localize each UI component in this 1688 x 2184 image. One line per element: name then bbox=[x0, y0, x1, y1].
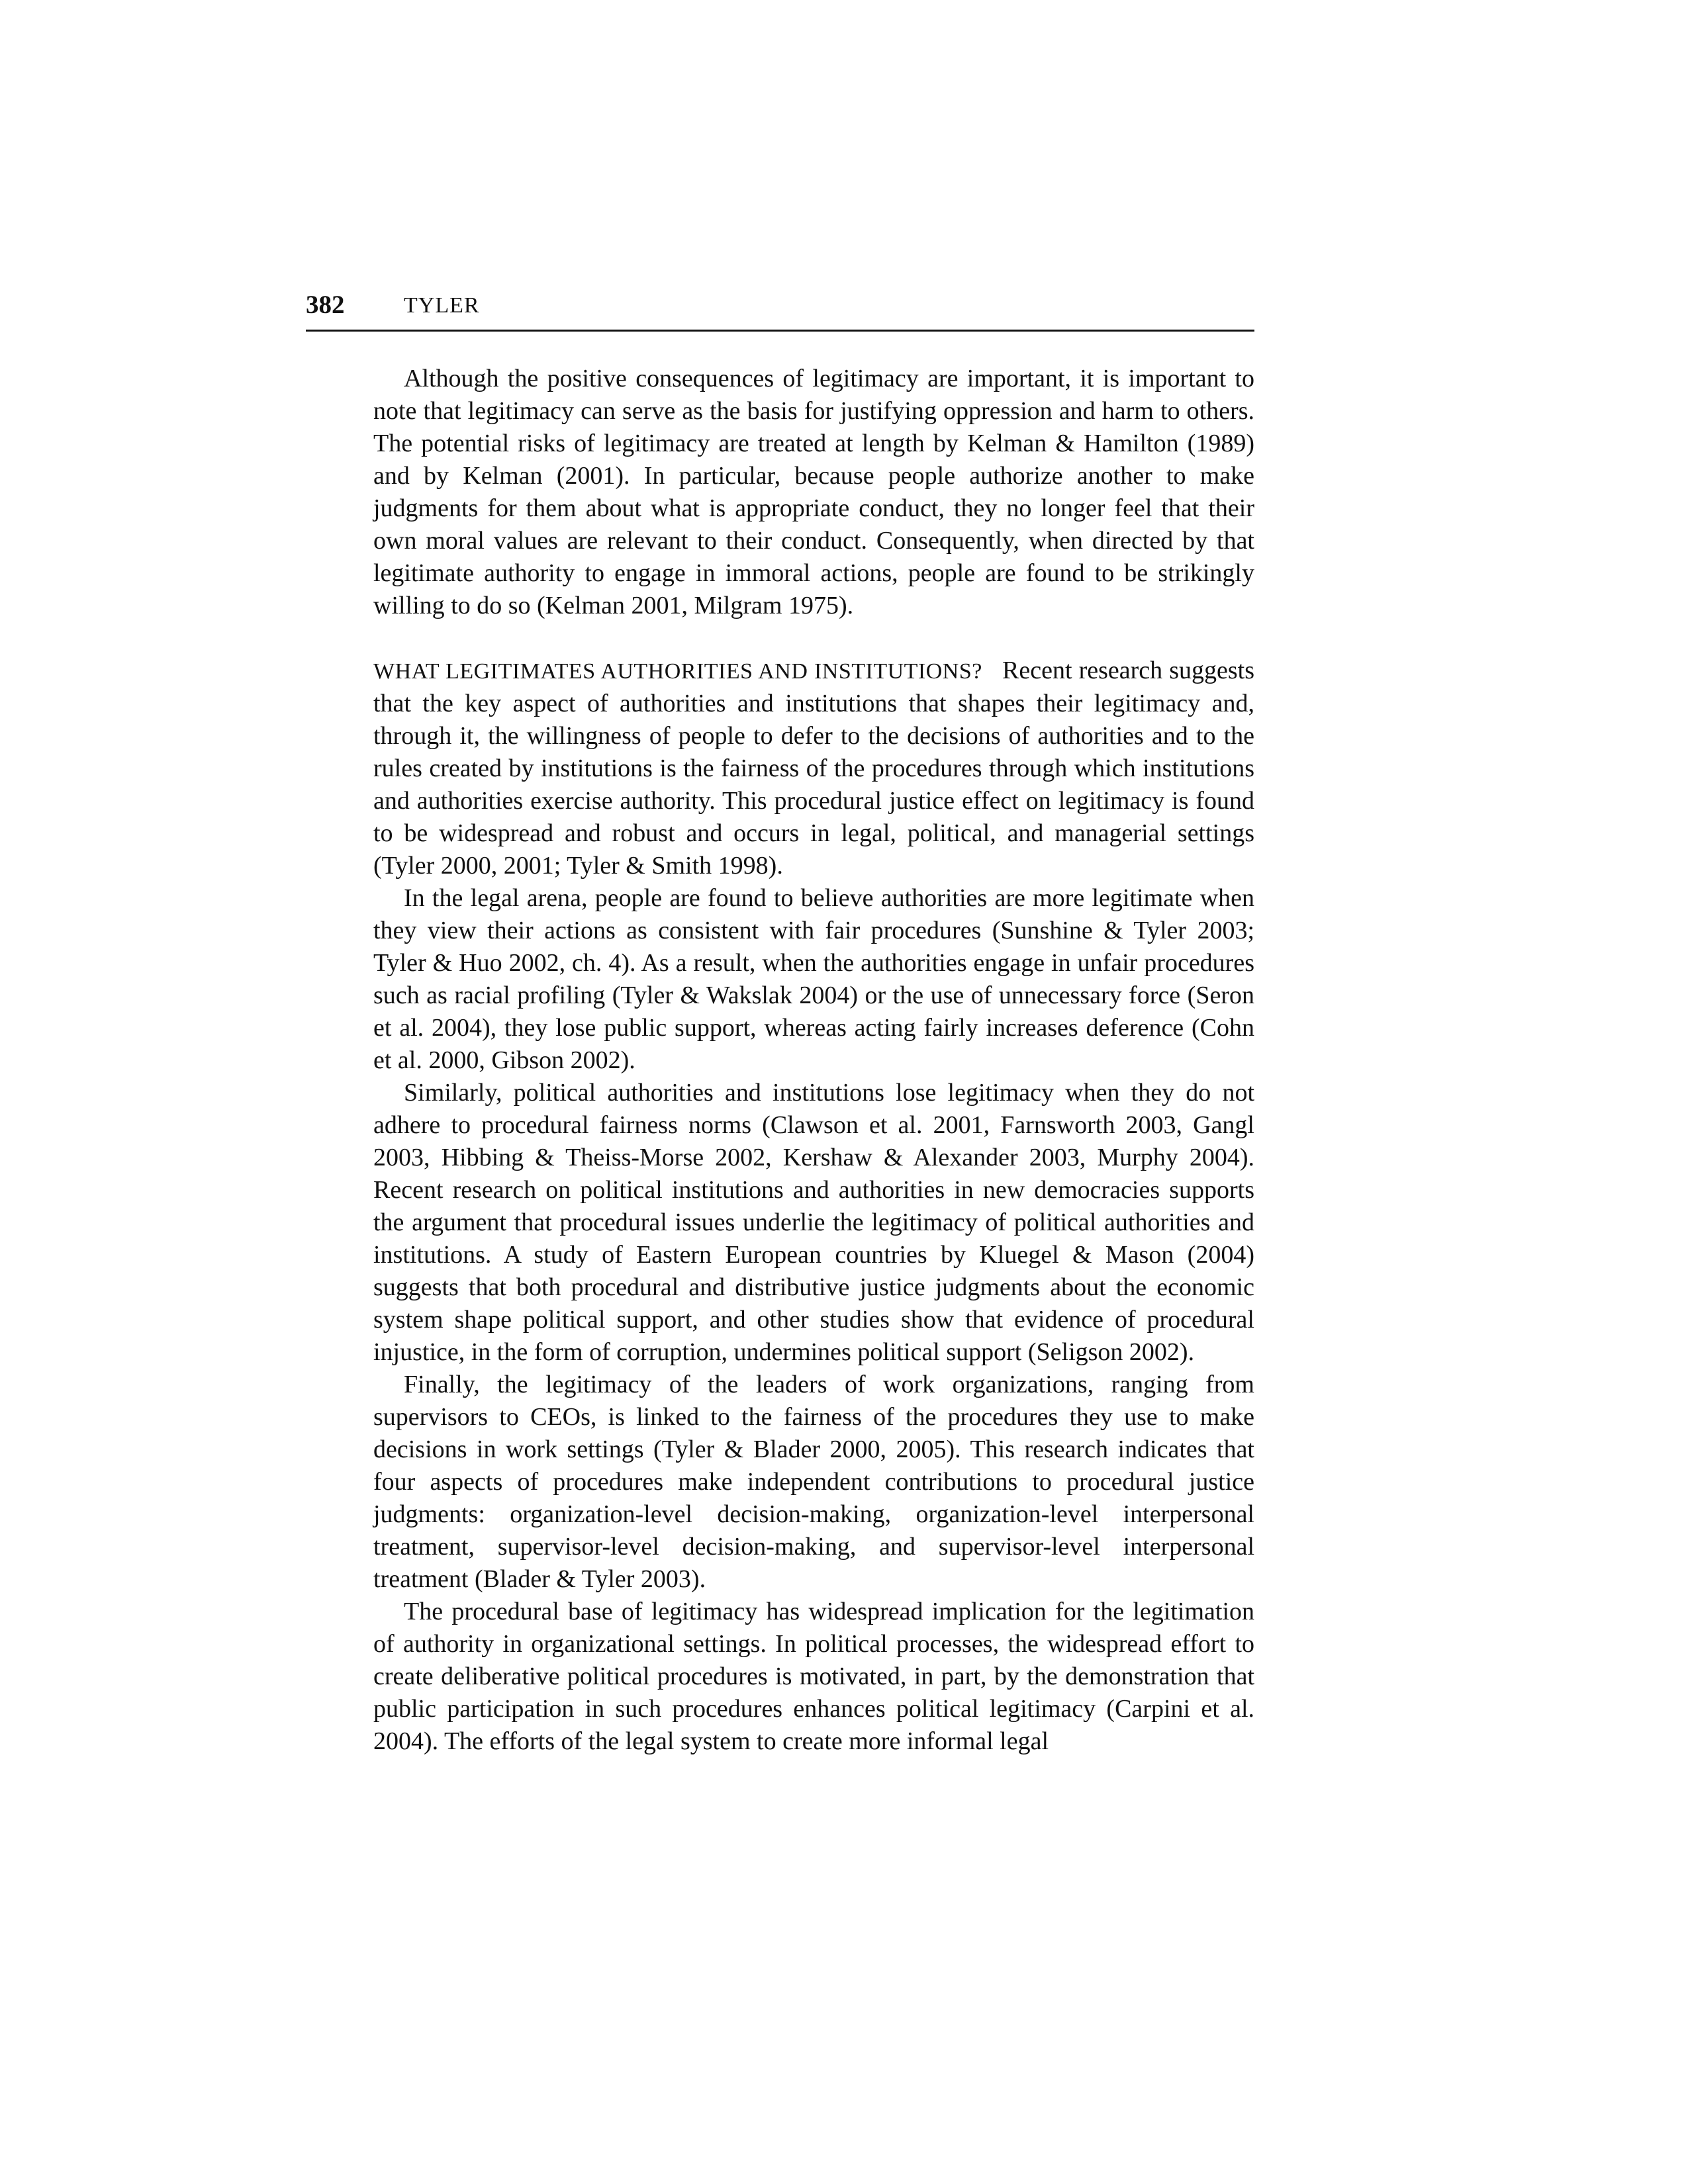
running-head bbox=[306, 285, 1254, 332]
paragraph: Similarly, political authorities and institutions lose legitimacy when they do not adhere to procedural fairness norms (Clawson et al. 2001, Farnsworth 2003, Gangl 2003, Hibbing & Theiss-Morse 2002, Kershaw & Alexander 2003, Murphy 2004). Recent research on political institutions and authorities in new democracies supports the argument that procedural issues underlie the legitimacy of political authorities and institutions. A study of Eastern European countries by Kluegel & Mason (2004) suggests that both procedural and distributive justice judgments about the economic system shape political support, and other studies show that evidence of procedural injustice, in the form of corruption, undermines political support (Seligson 2002). bbox=[373, 1079, 1254, 1366]
paragraph: In the legal arena, people are found to believe authorities are more legitimate when they view their actions as consistent with fair procedures (Sunshine & Tyler 2003; Tyler & Huo 2002, ch. 4). As a result, when the authorities engage in unfair procedures such as racial profiling (Tyler & Wakslak 2004) or the use of unnecessary force (Seron et al. 2004), they lose public support, whereas acting fairly increases deference (Cohn et al. 2000, Gibson 2002). bbox=[373, 884, 1254, 1074]
paragraph-text: Recent research suggests that the key aspect of authorities and institutions that shapes their legitimacy and, through it, the willingness of people to defer to the decisions of authorities and to the rules created by institutions is the fairness of the procedures through which institutions and authorities exercise authority. This procedural justice effect on legitimacy is found to be widespread and robust and occurs in legal, political, and managerial settings (Tyler 2000, 2001; Tyler & Smith 1998). bbox=[373, 657, 1255, 880]
section-heading: WHAT LEGITIMATES AUTHORITIES AND INSTITUTIONS? bbox=[373, 659, 982, 684]
running-head-author: TYLER bbox=[404, 293, 480, 318]
body-text bbox=[373, 363, 1254, 1758]
page-number: 382 bbox=[306, 291, 345, 319]
section-paragraph bbox=[373, 655, 1254, 882]
paragraph: The procedural base of legitimacy has widespread implication for the legitimation of authority in organizational settings. In political processes, the widespread effort to create deliberative political procedures is motivated, in part, by the demonstration that public participation in such procedures enhances political legitimacy (Carpini et al. 2004). The efforts of the legal system to create more informal legal bbox=[373, 1598, 1254, 1755]
paragraph: Finally, the legitimacy of the leaders of work organizations, ranging from supervisors to CEOs, is linked to the fairness of the procedures they use to make decisions in work settings (Tyler & Blader 2000, 2005). This research indicates that four aspects of procedures make independent contributions to procedural justice judgments: organization-level decision-making, organization-level interpersonal treatment, supervisor-level decision-making, and supervisor-level interpersonal treatment (Blader & Tyler 2003). bbox=[373, 1371, 1254, 1593]
paragraph: Although the positive consequences of legitimacy are important, it is important to note that legitimacy can serve as the basis for justifying oppression and harm to others. The potential risks of legitimacy are treated at length by Kelman & Hamilton (1989) and by Kelman (2001). In particular, because people authorize another to make judgments for them about what is appropriate conduct, they no longer feel that their own moral values are relevant to their conduct. Consequently, when directed by that legitimate authority to engage in immoral actions, people are found to be strikingly willing to do so (Kelman 2001, Milgram 1975). bbox=[373, 365, 1254, 619]
